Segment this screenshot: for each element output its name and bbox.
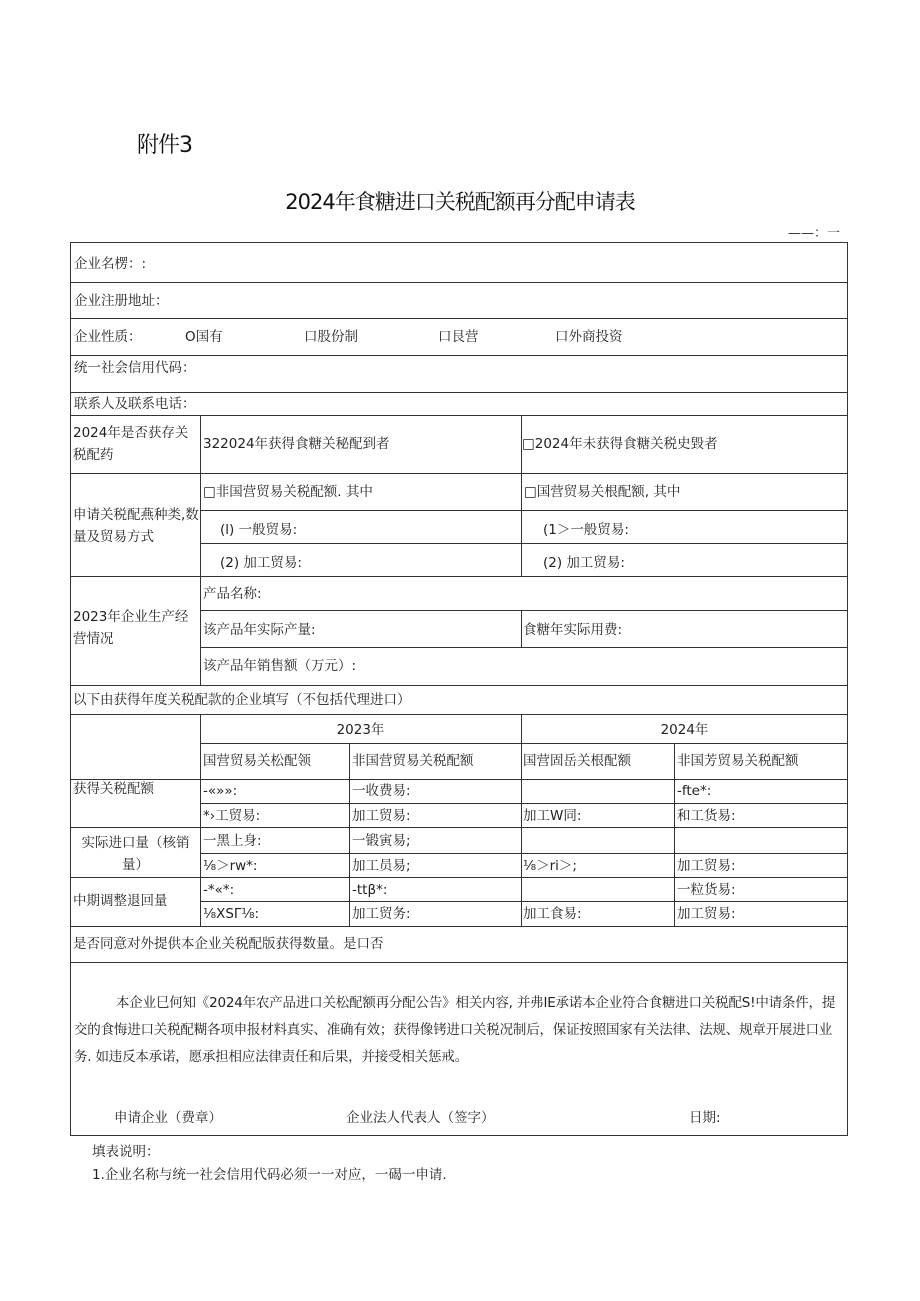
left-processing-trade-field[interactable]: (2) 加工贸易: bbox=[220, 555, 302, 571]
nature-option-state-owned[interactable]: O国有 bbox=[185, 329, 223, 345]
obtained-quota-label: 2024年是否获存关税配药 bbox=[73, 425, 189, 463]
non-state-trade-option[interactable]: □非国营贸易关税配额. 其中 bbox=[203, 484, 373, 500]
year-2023-header: 2023年 bbox=[336, 722, 385, 738]
right-general-trade-field[interactable]: (1＞一般贸易: bbox=[543, 522, 629, 538]
contact-field[interactable]: 联系人及联系电话： bbox=[74, 396, 196, 412]
table-cell[interactable]: 加工贸易: bbox=[677, 906, 736, 922]
nature-option-foreign-invested[interactable]: 口外商投资 bbox=[555, 329, 623, 345]
table-cell[interactable]: 和工货易: bbox=[677, 808, 736, 824]
row-label-actual-import: 实际进口量（核销量） bbox=[81, 835, 190, 873]
year-2024-header: 2024年 bbox=[660, 722, 709, 738]
filling-instruction-1: 1.企业名称与统一社会信用代码必须一一对应，一碣一申请. bbox=[92, 1167, 447, 1183]
table-cell[interactable]: -ttβ*: bbox=[352, 882, 388, 898]
table-cell[interactable]: ⅛＞ri＞; bbox=[523, 858, 577, 874]
table-cell[interactable]: 加工贸易: bbox=[352, 808, 411, 824]
row-label-obtained-quota: 获得关税配额 bbox=[73, 781, 154, 797]
table-cell[interactable]: ⅛＞rw*: bbox=[203, 858, 258, 874]
annual-sales-field[interactable]: 该产品年销售额（万元）: bbox=[203, 658, 357, 674]
left-general-trade-field[interactable]: (l) 一般贸易: bbox=[220, 522, 298, 538]
apply-quota-label: 申请关税配燕种类,数量及贸易方式 bbox=[73, 507, 199, 545]
table-cell[interactable]: 一锻寅易; bbox=[352, 833, 411, 849]
pledge-paragraph: 本企业巳何知《2024年农产品进口关松配额再分配公告》相关内容, 并弗IE承诺本企业符合食糖进口关税配S!中请条件，提交的食悔进口关税配糊各项申报材料真实、准确有效；获得像铐进口关税况制后，保证按照国家有关法律、法规、规章开展进口业务. 如违反本承诺，愿承担相应法律责任和后果，并接受相关惩戒。 bbox=[74, 995, 836, 1065]
credit-code-field[interactable]: 统一社会信用代码： bbox=[74, 360, 196, 376]
row-label-midterm-returned: 中期调整退回量 bbox=[73, 893, 168, 909]
col-header-state-2023: 国营贸易关松配领 bbox=[203, 753, 311, 769]
table-cell[interactable]: 加工贸易: bbox=[677, 858, 736, 874]
filling-instructions-title: 填表说明： bbox=[92, 1144, 160, 1160]
sugar-usage-field[interactable]: 食糖年实际用费: bbox=[523, 622, 623, 638]
date-label: 日期: bbox=[689, 1110, 721, 1126]
company-name-field[interactable]: 企业名楞：: bbox=[74, 256, 147, 272]
form-title: 2024年食糖进口关税配额再分配申请表 bbox=[285, 190, 635, 214]
table-cell[interactable]: 加工W同: bbox=[523, 808, 582, 824]
attachment-label: 附件3 bbox=[137, 133, 192, 158]
applicant-seal-label: 申请企业（费章） bbox=[114, 1110, 222, 1126]
annual-output-field[interactable]: 该产品年实际产量: bbox=[203, 622, 316, 638]
table-cell[interactable]: 一收费易: bbox=[352, 783, 411, 799]
state-trade-option[interactable]: □国营贸易关根配额, 其中 bbox=[524, 484, 681, 500]
table-cell[interactable]: 一黑上身: bbox=[203, 833, 262, 849]
application-form-table bbox=[70, 242, 848, 1136]
production-label: 2023年企业生产经营情况 bbox=[73, 609, 189, 647]
table-cell[interactable]: 加工贸务: bbox=[352, 906, 411, 922]
company-nature-label: 企业性质： bbox=[74, 329, 142, 345]
nature-option-private[interactable]: 口艮营 bbox=[438, 329, 479, 345]
quota-section-note: 以下由获得年度关税配款的企业填写（不包括代理进口） bbox=[73, 692, 411, 708]
obtained-yes-option[interactable]: 322024年获得食糖关秘配到者 bbox=[203, 436, 390, 452]
table-cell[interactable]: -«»»: bbox=[203, 783, 238, 799]
table-cell[interactable]: -fte*: bbox=[677, 783, 712, 799]
table-cell[interactable]: *›工贸易: bbox=[203, 808, 261, 824]
table-cell[interactable]: ⅛XSΓ⅛: bbox=[203, 906, 260, 922]
col-header-state-2024: 国营固岳关根配额 bbox=[523, 753, 631, 769]
nature-option-joint-stock[interactable]: 口股份制 bbox=[304, 329, 358, 345]
disclosure-consent-question[interactable]: 是否同意对外提供本企业关税配版获得数量。是口否 bbox=[73, 936, 384, 952]
table-cell[interactable]: 一粒货易: bbox=[677, 882, 736, 898]
col-header-nonstate-2023: 非国营贸易关税配额 bbox=[352, 753, 474, 769]
registered-address-field[interactable]: 企业注册地址： bbox=[74, 293, 169, 309]
col-header-nonstate-2024: 非国芳贸易关税配额 bbox=[677, 753, 799, 769]
table-cell[interactable]: 加工食易: bbox=[523, 906, 582, 922]
legal-representative-signature-label: 企业法人代表人（签字） bbox=[346, 1110, 495, 1126]
obtained-no-option[interactable]: □2024年未获得食糖关税史毀者 bbox=[522, 436, 718, 452]
top-right-mark: ——：一 bbox=[788, 226, 841, 241]
right-processing-trade-field[interactable]: (2) 加工贸易: bbox=[543, 555, 625, 571]
table-cell[interactable]: 加工员易; bbox=[352, 858, 411, 874]
table-cell[interactable]: -*«*: bbox=[203, 882, 235, 898]
product-name-field[interactable]: 产品名称: bbox=[203, 586, 262, 602]
